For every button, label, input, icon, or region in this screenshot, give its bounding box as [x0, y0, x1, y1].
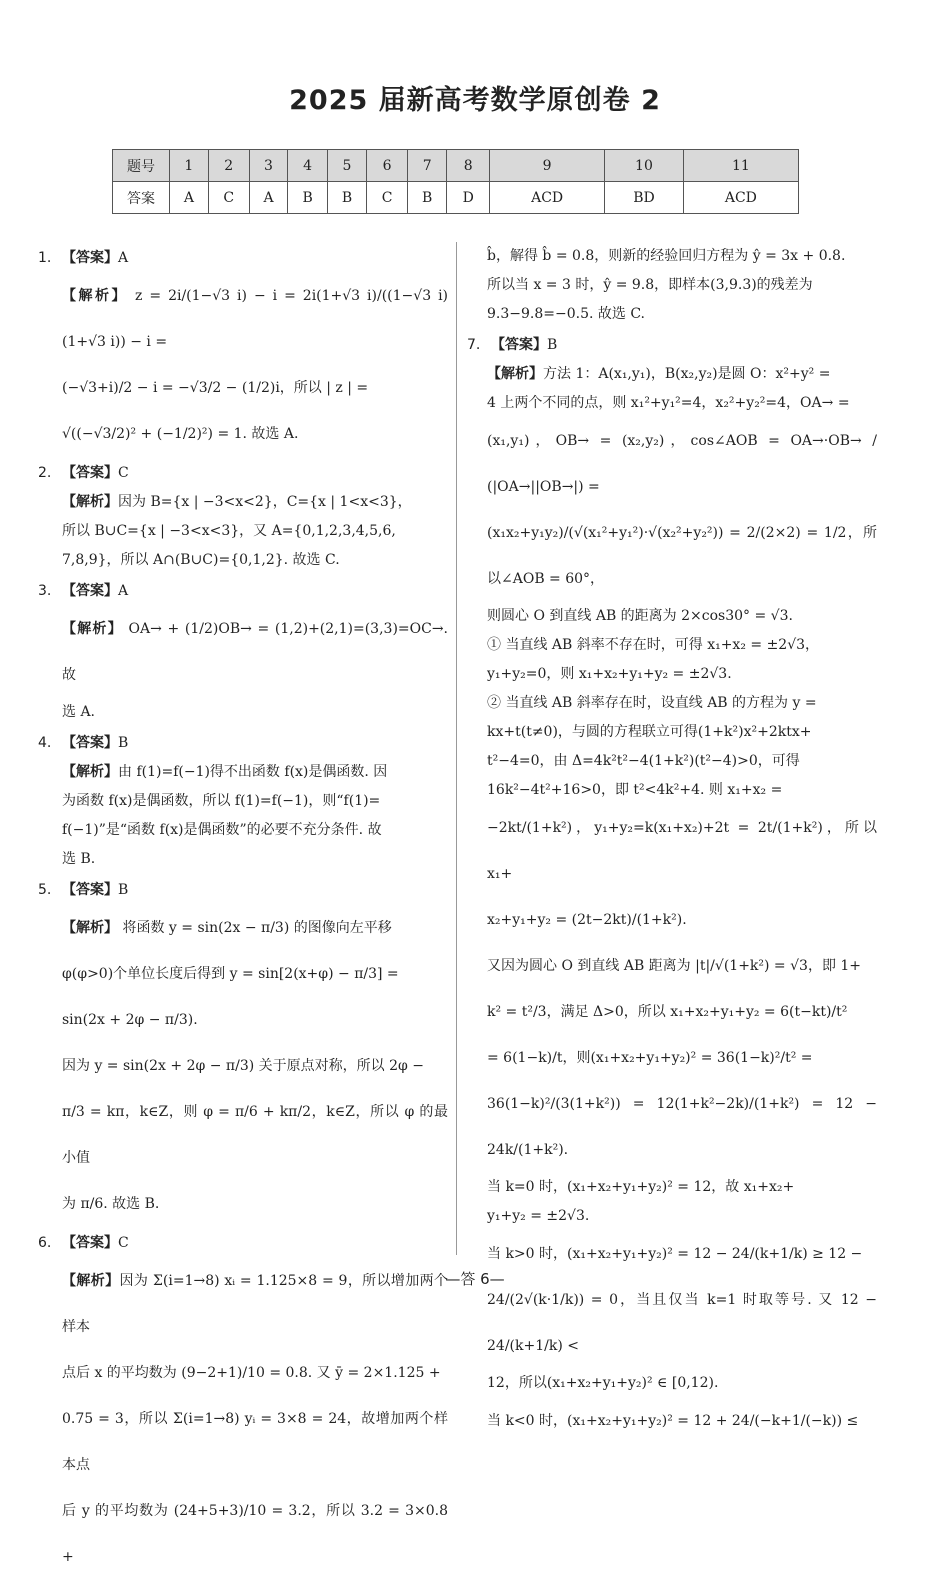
answer-table-answer: D — [447, 182, 490, 214]
analysis-line — [62, 606, 448, 698]
answer-table-header-label: 题号 — [113, 150, 170, 182]
analysis-line: 当 k<0 时，(x₁+x₂+y₁+y₂)² = 12 + 24/(−k+1/(−k)) ≤ — [487, 1413, 859, 1429]
answer-line — [38, 729, 448, 758]
answer-table-number: 8 — [447, 150, 490, 182]
analysis-line: f(−1)”是“函数 f(x)是偶函数”的必要不充分条件. 故 — [62, 822, 382, 838]
answer-table-number: 4 — [288, 150, 327, 182]
analysis-line — [62, 488, 448, 517]
analysis-line: 9.3−9.8=−0.5. 故选 C. — [487, 306, 645, 322]
answer-line — [38, 577, 448, 606]
analysis-tag: 【解析】 — [62, 920, 118, 936]
analysis-line — [487, 360, 877, 389]
answer-value: A — [118, 583, 129, 599]
analysis-line: ① 当直线 AB 斜率不存在时，可得 x₁+x₂ = ±2√3， — [487, 637, 820, 653]
analysis-line: φ(φ>0)个单位长度后得到 y = sin[2(x+φ) − π/3] = — [62, 966, 399, 982]
answer-value: C — [118, 465, 129, 481]
answer-value: B — [118, 735, 129, 751]
analysis-tag: 【解析】 — [62, 621, 123, 637]
analysis-line: (x₁,y₁)，OB→ = (x₂,y₂)，cos∠AOB = OA→·OB→ / (|OA→||OB→|) = — [487, 433, 877, 495]
analysis-line: 为函数 f(x)是偶函数，所以 f(1)=f(−1)，则“f(1)= — [62, 793, 381, 809]
analysis-tag: 【解析】 — [62, 288, 129, 304]
analysis-line: 当 k>0 时，(x₁+x₂+y₁+y₂)² = 12 − 24/(k+1/k) ≥ 12 − — [487, 1246, 863, 1262]
answer-table-answer: ACD — [490, 182, 605, 214]
answer-table-number: 9 — [490, 150, 605, 182]
answer-table-number: 7 — [408, 150, 447, 182]
analysis-line: b̂，解得 b̂ = 0.8，则新的经验回归方程为 ŷ = 3x + 0.8. — [487, 248, 846, 264]
analysis-line: 点后 x 的平均数为 (9−2+1)/10 = 0.8. 又 ȳ = 2×1.125 + — [62, 1365, 441, 1381]
answer-table-answer-label: 答案 — [113, 182, 170, 214]
answer-value: C — [118, 1235, 129, 1251]
analysis-line: 0.75 = 3，所以 Σ(i=1→8) yᵢ = 3×8 = 24，故增加两个样本点 — [62, 1411, 448, 1473]
analysis-text: 因为 Σ(i=1→8) xᵢ = 1.125×8 = 9，所以增加两个样本 — [62, 1273, 449, 1335]
question-number: 7. — [467, 337, 481, 353]
analysis-line: 所以 B∪C={x | −3<x<3}，又 A={0,1,2,3,4,5,6, — [62, 523, 396, 539]
answer-table-number: 6 — [367, 150, 408, 182]
analysis-line: 7,8,9}，所以 A∩(B∪C)={0,1,2}. 故选 C. — [62, 552, 340, 568]
analysis — [38, 488, 448, 575]
analysis-line: 选 B. — [62, 851, 96, 867]
analysis-line: t²−4=0，由 Δ=4k²t²−4(1+k²)(t²−4)>0，可得 — [487, 753, 800, 769]
question-number: 5. — [38, 882, 52, 898]
analysis-line: (−√3+i)/2 − i = −√3/2 − (1/2)i，所以 | z | = — [62, 380, 369, 396]
answer-line — [467, 331, 877, 360]
analysis — [38, 758, 448, 874]
answer-tag: 【答案】 — [62, 583, 118, 599]
answer-table-answer: C — [367, 182, 408, 214]
answer-table — [112, 149, 799, 214]
analysis-line: x₂+y₁+y₂ = (2t−2kt)/(1+k²). — [487, 912, 687, 928]
question-number: 2. — [38, 465, 52, 481]
analysis-text: 将函数 y = sin(2x − π/3) 的图像向左平移 — [122, 920, 392, 936]
answer-line — [38, 244, 448, 273]
analysis-line: 为 π/6. 故选 B. — [62, 1196, 160, 1212]
answer-line — [38, 459, 448, 488]
answer-tag: 【答案】 — [491, 337, 547, 353]
left-column — [38, 242, 448, 1580]
answer-table-number: 3 — [249, 150, 288, 182]
answer-table-answer: C — [208, 182, 249, 214]
analysis — [38, 905, 448, 1227]
analysis-line: ② 当直线 AB 斜率存在时，设直线 AB 的方程为 y = — [487, 695, 817, 711]
answer-line — [38, 1229, 448, 1258]
question-4 — [38, 729, 448, 874]
answer-value: A — [118, 250, 129, 266]
answer-table-answer: B — [408, 182, 447, 214]
analysis-line: 当 k=0 时，(x₁+x₂+y₁+y₂)² = 12，故 x₁+x₂+ — [487, 1179, 795, 1195]
analysis-line: 选 A. — [62, 704, 96, 720]
analysis-line: 12，所以(x₁+x₂+y₁+y₂)² ∈ [0,12). — [487, 1375, 719, 1391]
question-3 — [38, 577, 448, 727]
answer-tag: 【答案】 — [62, 1235, 118, 1251]
answer-table-answer: ACD — [683, 182, 798, 214]
analysis-tag: 【解析】 — [487, 366, 543, 382]
answer-table-number: 11 — [683, 150, 798, 182]
question-5 — [38, 876, 448, 1227]
analysis-line: 4 上两个不同的点，则 x₁²+y₁²=4，x₂²+y₂²=4，OA→ = — [487, 395, 850, 411]
answer-table-number: 2 — [208, 150, 249, 182]
answer-tag: 【答案】 — [62, 465, 118, 481]
question-2 — [38, 459, 448, 575]
analysis-line: 又因为圆心 O 到直线 AB 距离为 |t|/√(1+k²) = √3，即 1+ — [487, 958, 862, 974]
answer-table-answer: B — [288, 182, 327, 214]
analysis-line — [62, 758, 448, 787]
analysis-tag: 【解析】 — [62, 1273, 120, 1289]
answer-tag: 【答案】 — [62, 882, 118, 898]
analysis-line — [62, 273, 448, 365]
analysis-tag: 【解析】 — [62, 494, 118, 510]
answer-table-number: 1 — [170, 150, 209, 182]
answer-tag: 【答案】 — [62, 250, 118, 266]
analysis-line: √((−√3/2)² + (−1/2)²) = 1. 故选 A. — [62, 426, 299, 442]
answer-table-answer: B — [327, 182, 366, 214]
analysis-line: 则圆心 O 到直线 AB 的距离为 2×cos30° = √3. — [487, 608, 793, 624]
analysis-text: 因为 B={x | −3<x<2}，C={x | 1<x<3}， — [118, 494, 412, 510]
analysis-line: (x₁x₂+y₁y₂)/(√(x₁²+y₁²)·√(x₂²+y₂²)) = 2/(2×2) = 1/2，所以∠AOB = 60°， — [487, 525, 877, 587]
analysis-line: y₁+y₂ = ±2√3. — [487, 1208, 590, 1224]
right-column — [467, 242, 877, 1444]
analysis-line: kx+t(t≠0)，与圆的方程联立可得(1+k²)x²+2ktx+ — [487, 724, 812, 740]
answer-table-answer: A — [170, 182, 209, 214]
analysis-tag: 【解析】 — [62, 764, 118, 780]
analysis — [38, 1258, 448, 1580]
column-divider — [456, 242, 457, 1255]
question-number: 4. — [38, 735, 52, 751]
answer-line — [38, 876, 448, 905]
answer-table-answer-row — [113, 182, 799, 214]
answer-table-number: 5 — [327, 150, 366, 182]
analysis-text: z = 2i/(1−√3 i) − i = 2i(1+√3 i)/((1−√3 i)(1+√3 i)) − i = — [62, 288, 449, 350]
analysis-line: sin(2x + 2φ − π/3). — [62, 1012, 198, 1028]
question-1 — [38, 244, 448, 457]
analysis-text: 由 f(1)=f(−1)得不出函数 f(x)是偶函数. 因 — [118, 764, 388, 780]
analysis-line: 所以当 x = 3 时，ŷ = 9.8，即样本(3,9.3)的残差为 — [487, 277, 813, 293]
page-footer: —答 6— — [445, 1270, 505, 1288]
answer-table-answer: BD — [605, 182, 683, 214]
analysis-line: 后 y 的平均数为 (24+5+3)/10 = 3.2，所以 3.2 = 3×0.8 + — [62, 1503, 448, 1565]
analysis-line: y₁+y₂=0，则 x₁+x₂+y₁+y₂ = ±2√3. — [487, 666, 732, 682]
question-number: 3. — [38, 583, 52, 599]
question-6-continued — [467, 242, 877, 329]
answer-table-header-row — [113, 150, 799, 182]
analysis-line: −2kt/(1+k²)，y₁+y₂=k(x₁+x₂)+2t = 2t/(1+k²)，所以 x₁+ — [487, 820, 877, 882]
analysis-text: 方法 1：A(x₁,y₁)，B(x₂,y₂)是圆 O：x²+y² = — [543, 366, 831, 382]
analysis-line: 16k²−4t²+16>0，即 t²<4k²+4. 则 x₁+x₂ = — [487, 782, 783, 798]
analysis-line: 36(1−k)²/(3(1+k²)) = 12(1+k²−2k)/(1+k²) = 12 − 24k/(1+k²). — [487, 1096, 877, 1158]
question-number: 6. — [38, 1235, 52, 1251]
answer-tag: 【答案】 — [62, 735, 118, 751]
answer-value: B — [118, 882, 129, 898]
analysis-line: = 6(1−k)/t，则(x₁+x₂+y₁+y₂)² = 36(1−k)²/t² = — [487, 1050, 813, 1066]
question-number: 1. — [38, 250, 52, 266]
answer-table-number: 10 — [605, 150, 683, 182]
analysis — [38, 606, 448, 727]
analysis-line: 因为 y = sin(2x + 2φ − π/3) 关于原点对称，所以 2φ − — [62, 1058, 424, 1074]
analysis-line: 24/(2√(k·1/k)) = 0，当且仅当 k=1 时取等号. 又 12 − 24/(k+1/k) < — [487, 1292, 877, 1354]
analysis — [38, 273, 448, 457]
analysis-line: π/3 = kπ，k∈Z，则 φ = π/6 + kπ/2，k∈Z，所以 φ 的最小值 — [62, 1104, 448, 1166]
answer-table-answer: A — [249, 182, 288, 214]
analysis-text: OA→ + (1/2)OB→ = (1,2)+(2,1)=(3,3)=OC→. 故 — [62, 621, 449, 683]
answer-value: B — [547, 337, 558, 353]
page-title: 2025 届新高考数学原创卷 2 — [289, 85, 661, 116]
analysis-line — [62, 905, 448, 951]
analysis-line: k² = t²/3，满足 Δ>0，所以 x₁+x₂+y₁+y₂ = 6(t−kt)/t² — [487, 1004, 848, 1020]
